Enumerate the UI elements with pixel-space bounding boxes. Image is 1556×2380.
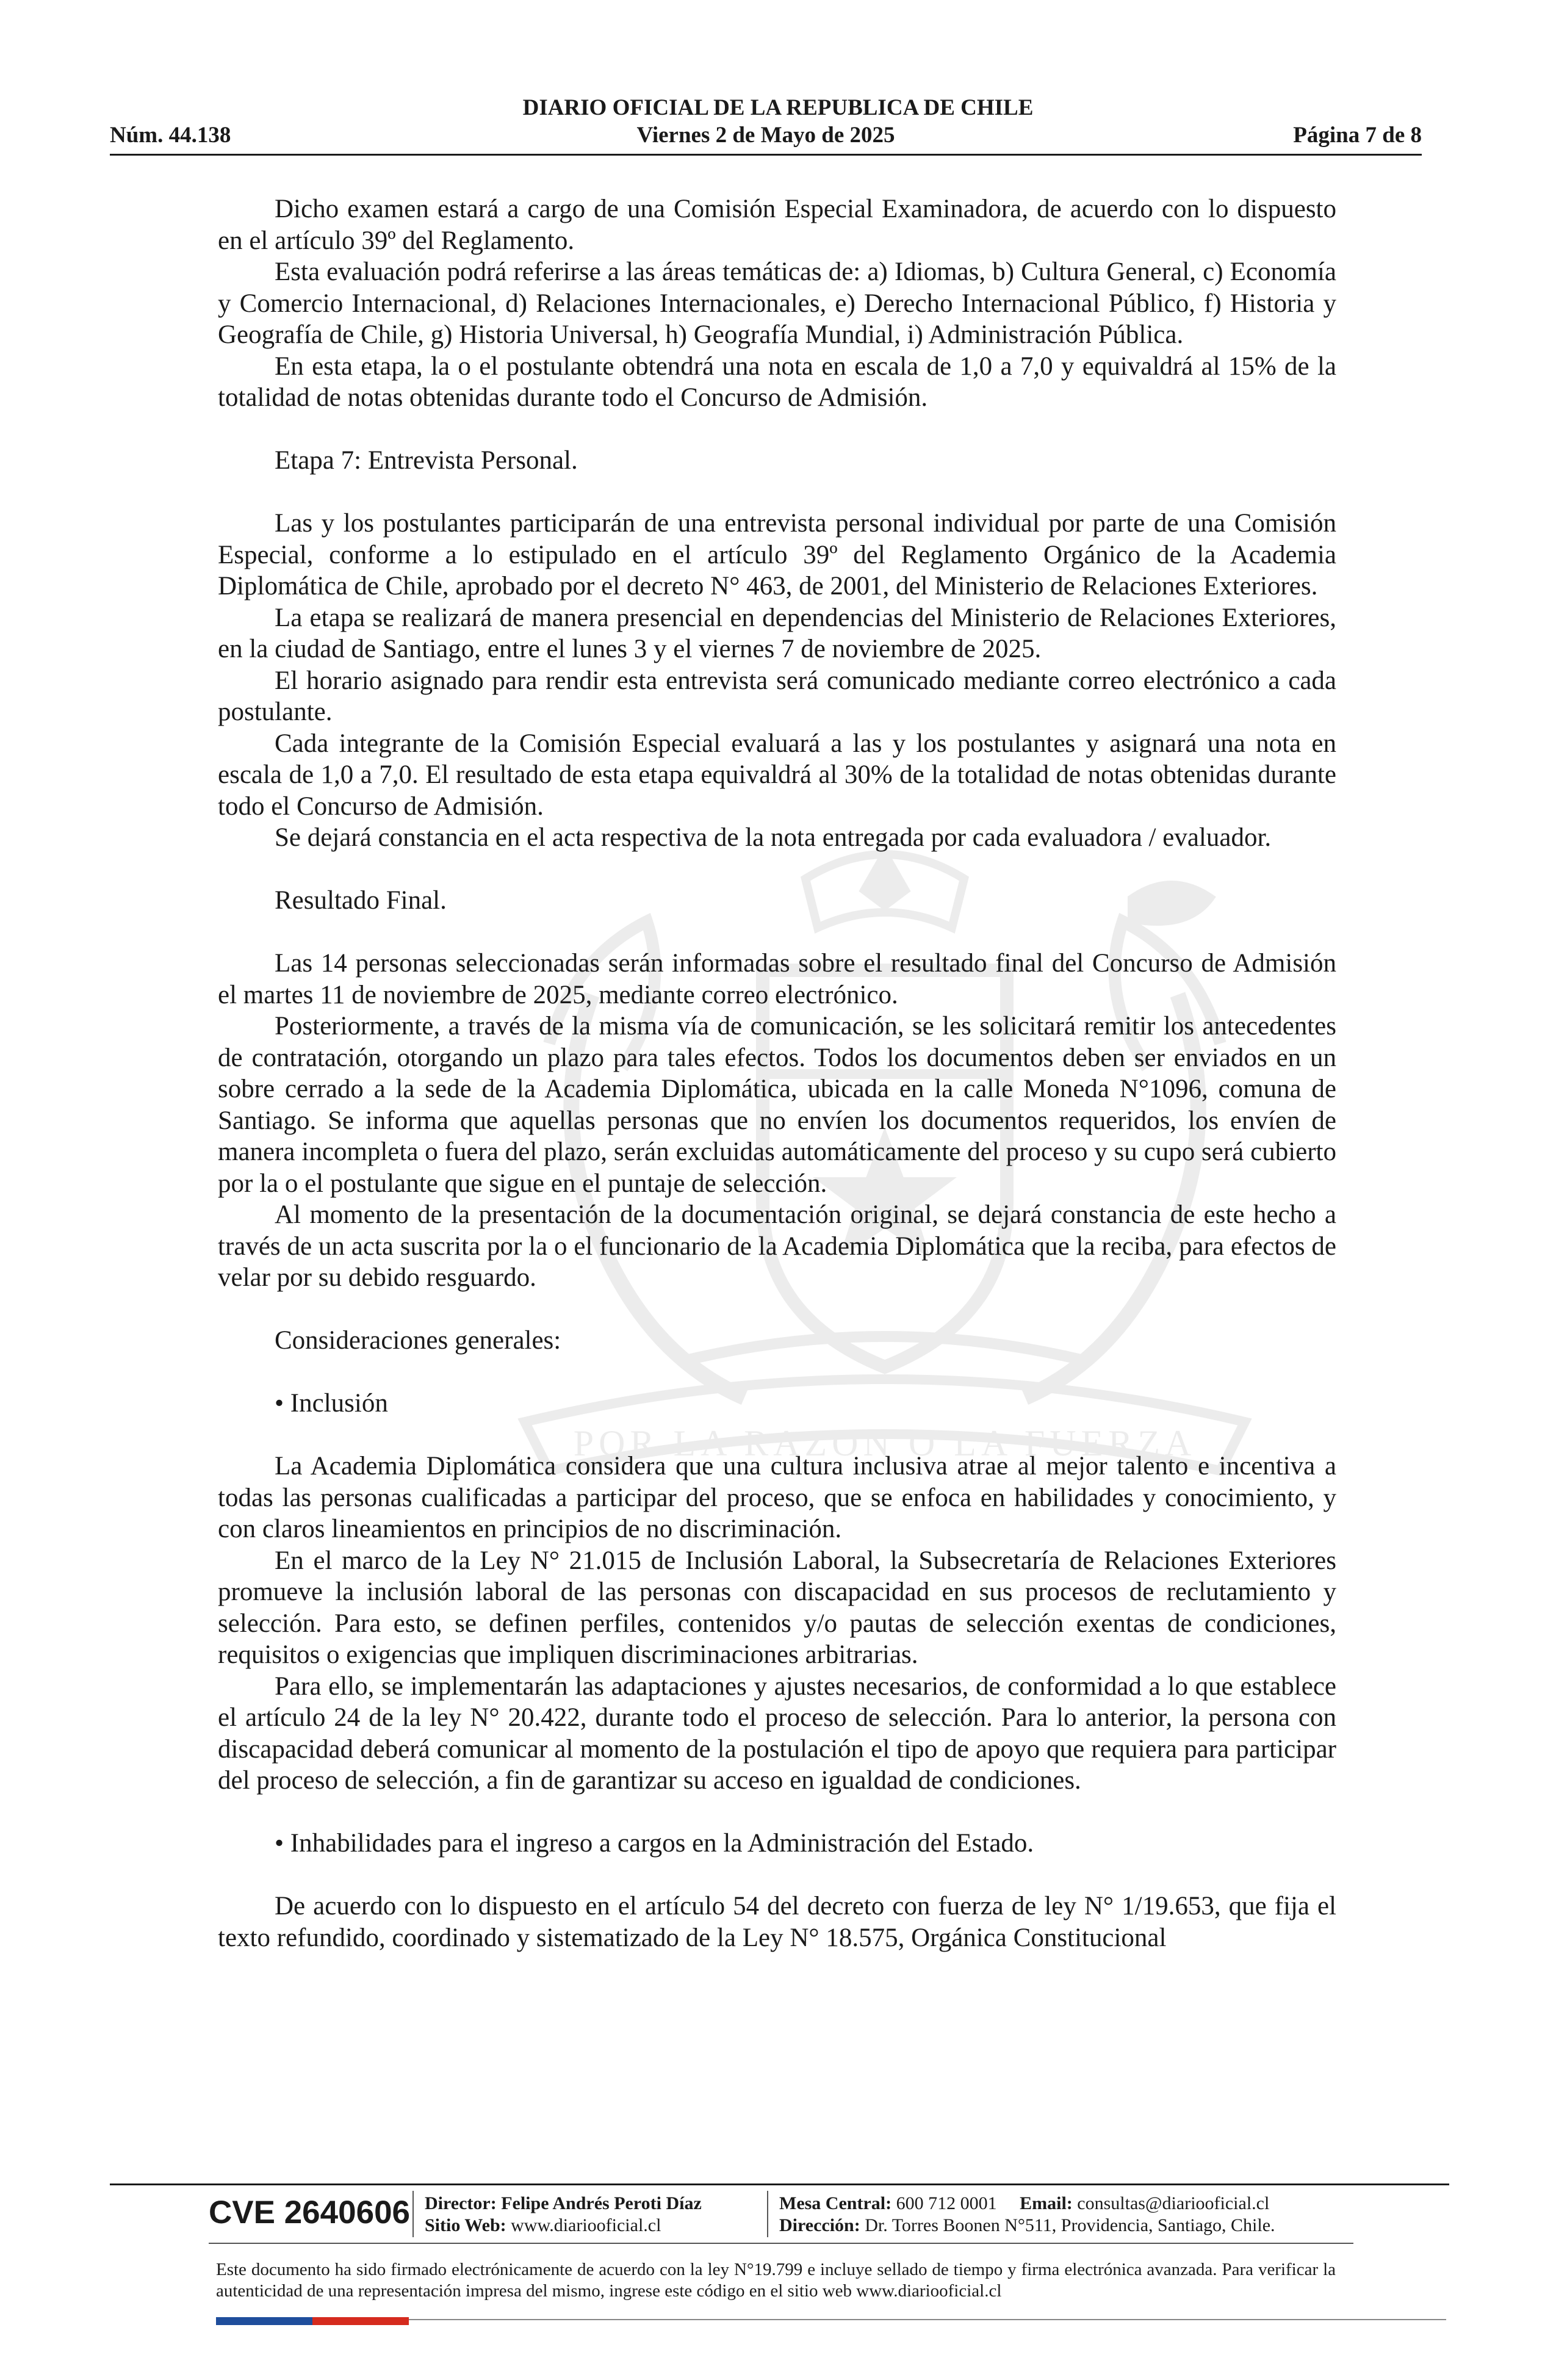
- paragraph: Al momento de la presentación de la documentación original, se dejará constancia de este hecho a través de un acta suscrita por la o el funcionario de la Academia Diplomática que la reciba, para efectos de velar por su debido resguardo.: [218, 1200, 1336, 1292]
- watermark-motto: POR LA RAZON O LA FUERZA: [573, 1423, 1197, 1463]
- newspaper-title: DIARIO OFICIAL DE LA REPUBLICA DE CHILE: [522, 95, 1034, 120]
- cve-code: CVE 2640606: [209, 2194, 411, 2230]
- flag-bar-red: [312, 2317, 409, 2325]
- paragraph: Para ello, se implementarán las adaptaciones y ajustes necesarios, de conformidad a lo que establece el artículo 24 de la ley N° 20.422, durante todo el proceso de selección. Para lo anterior, la persona con discapacidad deberá comunicar al momento de la postulación el tipo de apoyo que requiera para participar del proceso de selección, a fin de garantizar su acceso en igualdad de condiciones.: [218, 1671, 1336, 1795]
- paragraph: Esta evaluación podrá referirse a las áreas temáticas de: a) Idiomas, b) Cultura General, c) Economía y Comercio Internacional, d) Relaciones Internacionales, e) Derecho Internacional Público, f) Historia y Geografía de Chile, g) Historia Universal, h) Geografía Mundial, i) Administración Pública.: [218, 258, 1336, 349]
- bullet-heading: • Inhabilidades para el ingreso a cargos en la Administración del Estado.: [275, 1829, 1034, 1858]
- website-link[interactable]: www.diariooficial.cl: [511, 2215, 661, 2235]
- website-label: Sitio Web:: [425, 2215, 506, 2235]
- footer-divider: [110, 2183, 1449, 2185]
- bullet-heading: • Inclusión: [275, 1389, 388, 1418]
- footer-divider-secondary: [209, 2243, 1353, 2244]
- paragraph: Posteriormente, a través de la misma vía de comunicación, se les solicitará remitir los antecedentes de contratación, otorgando un plazo para tales efectos. Todos los documentos deben ser enviados en un sobre cerrado a la sede de la Academia Diplomática, ubicada en la calle Moneda N°1096, comuna de Santiago. Se informa que aquellas personas que no envíen los documentos requeridos, los envíen de manera incompleta o fuera del plazo, serán excluidas automáticamente del proceso y su cupo será cubierto por la o el postulante que sigue en el puntaje de selección.: [218, 1012, 1336, 1198]
- flag-bar-line: [409, 2319, 1446, 2320]
- section-heading: Resultado Final.: [275, 886, 447, 915]
- paragraph: De acuerdo con lo dispuesto en el artículo 54 del decreto con fuerza de ley N° 1/19.653, que fija el texto refundido, coordinado y sistematizado de la Ley N° 18.575, Orgánica Constitucional: [218, 1892, 1336, 1952]
- issue-date: Viernes 2 de Mayo de 2025: [636, 123, 895, 148]
- paragraph: El horario asignado para rendir esta entrevista será comunicado mediante correo electrónico a cada postulante.: [218, 666, 1336, 726]
- website-line: [425, 2215, 661, 2237]
- footer-separator: [767, 2191, 768, 2237]
- contact-line: [779, 2193, 1269, 2215]
- section-heading: Consideraciones generales:: [275, 1326, 561, 1355]
- director-line: [425, 2193, 702, 2215]
- page-number: Página 7 de 8: [1293, 123, 1422, 148]
- paragraph: Las y los postulantes participarán de una entrevista personal individual por parte de una Comisión Especial, conforme a lo estipulado en el artículo 39º del Reglamento Orgánico de la Academia Diplomática de Chile, aprobado por el decreto N° 463, de 2001, del Ministerio de Relaciones Exteriores.: [218, 509, 1336, 600]
- director-label: Director:: [425, 2193, 497, 2213]
- section-heading: Etapa 7: Entrevista Personal.: [275, 446, 578, 475]
- footer-separator: [412, 2191, 414, 2237]
- paragraph: En esta etapa, la o el postulante obtendrá una nota en escala de 1,0 a 7,0 y equivaldrá al 15% de la totalidad de notas obtenidas durante todo el Concurso de Admisión.: [218, 352, 1336, 412]
- phone-value: 600 712 0001: [896, 2193, 997, 2213]
- paragraph: La etapa se realizará de manera presencial en dependencias del Ministerio de Relaciones Exteriores, en la ciudad de Santiago, entre el lunes 3 y el viernes 7 de noviembre de 2025.: [218, 603, 1336, 663]
- paragraph: Cada integrante de la Comisión Especial evaluará a las y los postulantes y asignará una nota en escala de 1,0 a 7,0. El resultado de esta etapa equivaldrá al 30% de la totalidad de notas obtenidas durante todo el Concurso de Admisión.: [218, 729, 1336, 821]
- paragraph: Se dejará constancia en el acta respectiva de la nota entregada por cada evaluadora / evaluador.: [275, 823, 1272, 852]
- address-value: Dr. Torres Boonen N°511, Providencia, Santiago, Chile.: [865, 2215, 1275, 2235]
- address-line: [779, 2215, 1275, 2237]
- paragraph: En el marco de la Ley N° 21.015 de Inclusión Laboral, la Subsecretaría de Relaciones Exteriores promueve la inclusión laboral de las personas con discapacidad en sus procesos de reclutamiento y selección. Para esto, se definen perfiles, contenidos y/o pautas de selección exentas de condiciones, requisitos o exigencias que impliquen discriminaciones arbitrarias.: [218, 1546, 1336, 1669]
- issue-number: Núm. 44.138: [110, 123, 231, 148]
- legal-notice: Este documento ha sido firmado electrónicamente de acuerdo con la ley N°19.799 e incluye sellado de tiempo y firma electrónica avanzada. Para verificar la autenticidad de una representación impresa del mismo, ingrese este código en el sitio web www.diariooficial.cl: [216, 2260, 1336, 2301]
- flag-bar-blue: [216, 2317, 312, 2325]
- email-link[interactable]: consultas@diariooficial.cl: [1077, 2193, 1270, 2213]
- email-label: Email:: [1020, 2193, 1073, 2213]
- director-name: Felipe Andrés Peroti Díaz: [501, 2193, 702, 2213]
- paragraph: Las 14 personas seleccionadas serán informadas sobre el resultado final del Concurso de Admisión el martes 11 de noviembre de 2025, mediante correo electrónico.: [218, 949, 1336, 1009]
- paragraph: La Academia Diplomática considera que una cultura inclusiva atrae al mejor talento e incentiva a todas las personas cualificadas a participar del proceso, que se enfoca en habilidades y conocimiento, y con claros lineamientos en principios de no discriminación.: [218, 1452, 1336, 1543]
- document-body: [218, 193, 1336, 1953]
- address-label: Dirección:: [779, 2215, 860, 2235]
- phone-label: Mesa Central:: [779, 2193, 892, 2213]
- header-divider: [110, 154, 1422, 156]
- paragraph: Dicho examen estará a cargo de una Comisión Especial Examinadora, de acuerdo con lo dispuesto en el artículo 39º del Reglamento.: [218, 195, 1336, 255]
- header-row: [110, 122, 1422, 150]
